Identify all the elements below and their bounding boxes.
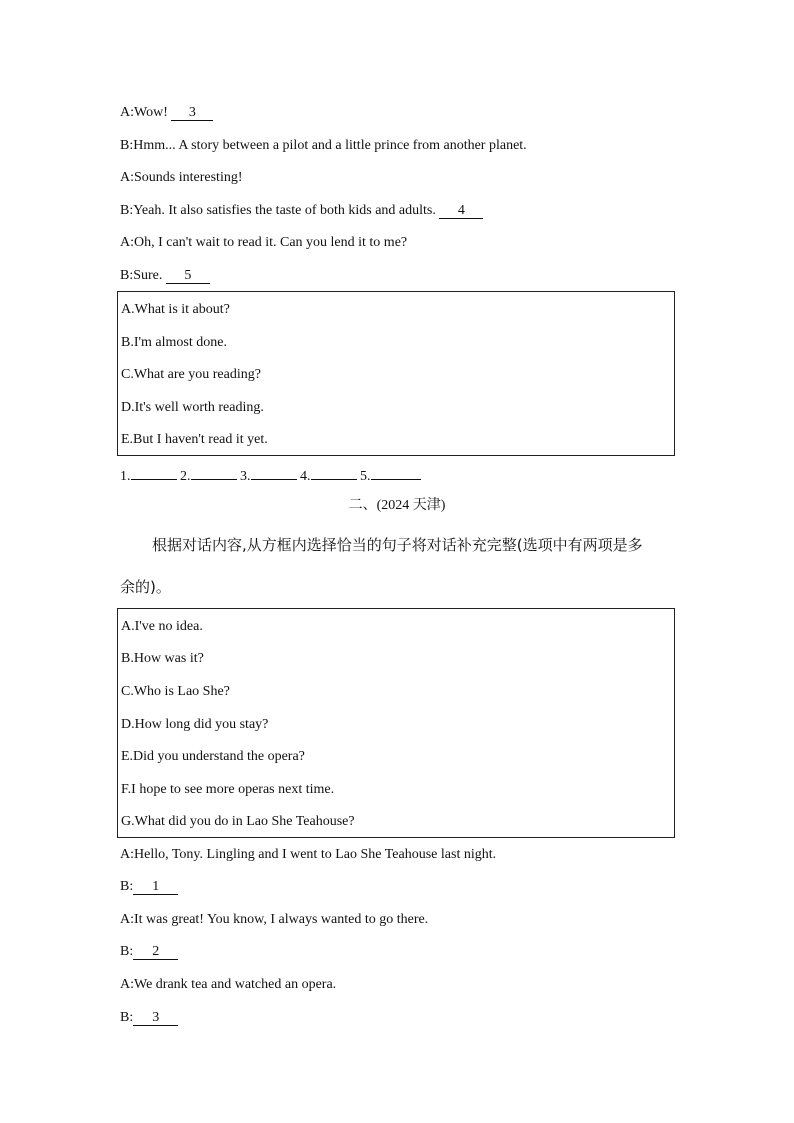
answer-blank[interactable]: 4 (439, 203, 483, 219)
answer-blank-5[interactable] (371, 465, 421, 480)
dialogue-text: B: (120, 1010, 134, 1025)
dialogue-line (120, 267, 210, 285)
option-e: E.But I haven't read it yet. (121, 432, 268, 447)
answer-blank-4[interactable] (311, 465, 357, 480)
answer-blank[interactable]: 1 (133, 879, 178, 895)
answer-label: 3. (240, 469, 251, 484)
answer-row (120, 465, 421, 486)
option-f: F.I hope to see more operas next time. (121, 782, 335, 797)
dialogue-line (120, 234, 407, 252)
answer-label: 5. (360, 469, 371, 484)
dialogue-text: A:Oh, I can't wait to read it. Can you lend it to me? (120, 235, 408, 250)
answer-blank-2[interactable] (191, 465, 237, 480)
answer-blank[interactable]: 3 (171, 105, 213, 121)
dialogue-line (120, 202, 483, 220)
dialogue-text: B: (120, 944, 134, 959)
dialogue-line (120, 976, 336, 994)
option-e: E.Did you understand the opera? (121, 749, 305, 764)
dialogue-text: A:Wow! (120, 105, 172, 120)
dialogue-text: B: (120, 879, 134, 894)
answer-label: 1. (120, 469, 131, 484)
option-d: D.It's well worth reading. (121, 400, 264, 415)
dialogue-line (120, 104, 213, 122)
dialogue-line (120, 943, 178, 961)
option-a: A.I've no idea. (121, 619, 203, 634)
dialogue-text: B:Sure. (120, 268, 166, 283)
dialogue-line (120, 1009, 178, 1027)
dialogue-text: B:Hmm... A story between a pilot and a little prince from another planet. (120, 138, 527, 153)
instruction-text: 根据对话内容,从方框内选择恰当的句子将对话补充完整(选项中有两项是多 (152, 536, 643, 554)
dialogue-text: A:Hello, Tony. Lingling and I went to Lao She Teahouse last night. (120, 847, 497, 862)
section-title: 二、(2024 天津) (348, 498, 446, 513)
dialogue-line (120, 137, 527, 155)
instruction-text-cont: 余的)。 (120, 578, 171, 596)
options-box (117, 291, 675, 456)
answer-blank[interactable]: 3 (133, 1010, 178, 1026)
dialogue-line (120, 878, 178, 896)
dialogue-line (120, 911, 428, 929)
dialogue-text: A:Sounds interesting! (120, 170, 243, 185)
option-b: B.I'm almost done. (121, 335, 227, 350)
dialogue-line (120, 169, 243, 187)
option-a: A.What is it about? (121, 302, 230, 317)
answer-label: 4. (300, 469, 311, 484)
dialogue-text: A:We drank tea and watched an opera. (120, 977, 337, 992)
option-b: B.How was it? (121, 651, 204, 666)
answer-blank-3[interactable] (251, 465, 297, 480)
answer-label: 2. (180, 469, 191, 484)
options-box-2 (117, 608, 675, 838)
option-g: G.What did you do in Lao She Teahouse? (121, 814, 355, 829)
answer-blank[interactable]: 2 (133, 944, 178, 960)
answer-blank-1[interactable] (131, 465, 177, 480)
dialogue-text: B:Yeah. It also satisfies the taste of both kids and adults. (120, 203, 440, 218)
option-c: C.Who is Lao She? (121, 684, 230, 699)
option-d: D.How long did you stay? (121, 717, 269, 732)
answer-blank[interactable]: 5 (166, 268, 210, 284)
dialogue-line (120, 846, 496, 864)
dialogue-text: A:It was great! You know, I always wanted to go there. (120, 912, 429, 927)
option-c: C.What are you reading? (121, 367, 261, 382)
